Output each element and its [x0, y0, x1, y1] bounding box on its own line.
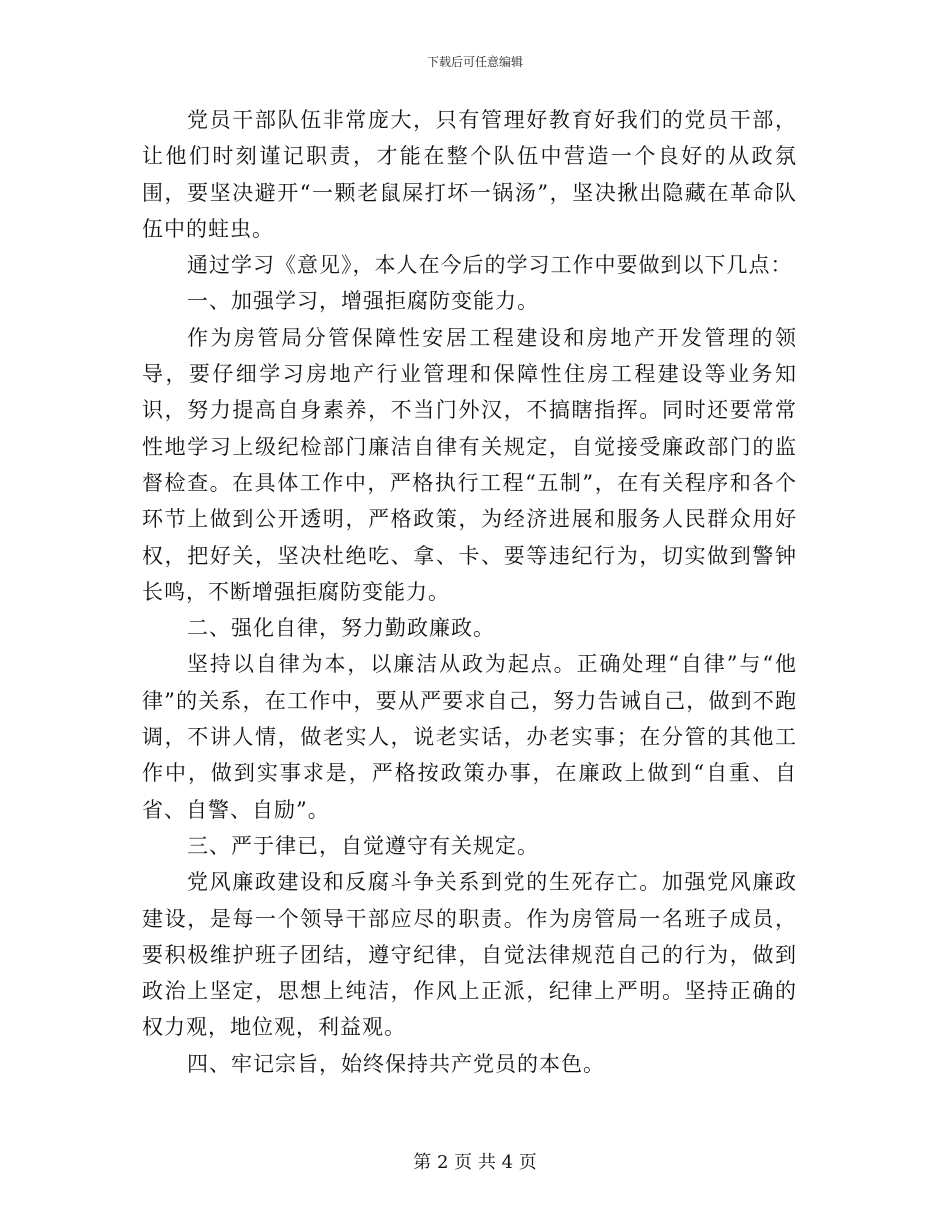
heading-point-1: 一、加强学习，增强拒腐防变能力。 — [187, 289, 539, 314]
paragraph-point-3: 党风廉政建设和反腐斗争关系到党的生死存亡。加强党风廉政建设，是每一个领导干部应尽的职责。作为房管局一名班子成员，要积极维护班子团结，遵守纪律，自觉法律规范自己的行为，做到政治上坚定，思想上纯洁，作风上正派，纪律上严明。坚持正确的权力观，地位观，利益观。 — [142, 870, 797, 1040]
paragraph-study-intro: 通过学习《意见》，本人在今后的学习工作中要做到以下几点： — [187, 253, 793, 278]
page-header: 下载后可任意编辑 — [426, 55, 523, 69]
page-number: 第 2 页 共 4 页 — [413, 1152, 537, 1173]
paragraph-point-1: 作为房管局分管保障性安居工程建设和房地产开发管理的领导，要仔细学习房地产行业管理和保障性住房工程建设等业务知识，努力提高自身素养，不当门外汉，不搞瞎指挥。同时还要常常性地学习上级纪检部门廉洁自律有关规定，自觉接受廉政部门的监督检查。在具体工作中，严格执行工程“五制”，在有关程序和各个环节上做到公开透明，严格政策，为经济进展和服务人民群众用好权，把好关，坚决杜绝吃、拿、卡、要等违纪行为，切实做到警钟长鸣，不断增强拒腐防变能力。 — [142, 325, 797, 604]
paragraph-party-cadres: 党员干部队伍非常庞大，只有管理好教育好我们的党员干部，让他们时刻谨记职责，才能在整个队伍中营造一个良好的从政氛围，要坚决避开“一颗老鼠屎打坏一锅汤”，坚决揪出隐藏在革命队伍中的蛀虫。 — [142, 108, 797, 241]
heading-point-2: 二、强化自律，努力勤政廉政。 — [187, 616, 495, 641]
document-body — [142, 102, 797, 1082]
heading-point-4: 四、牢记宗旨，始终保持共产党员的本色。 — [187, 1051, 605, 1076]
heading-point-3: 三、严于律已，自觉遵守有关规定。 — [187, 833, 539, 858]
paragraph-point-2: 坚持以自律为本，以廉洁从政为起点。正确处理“自律”与“他律”的关系，在工作中，要从严要求自己，努力告诫自己，做到不跑调，不讲人情，做老实人，说老实话，办老实事；在分管的其他工作中，做到实事求是，严格按政策办事，在廉政上做到“自重、自省、自警、自励”。 — [142, 652, 797, 822]
